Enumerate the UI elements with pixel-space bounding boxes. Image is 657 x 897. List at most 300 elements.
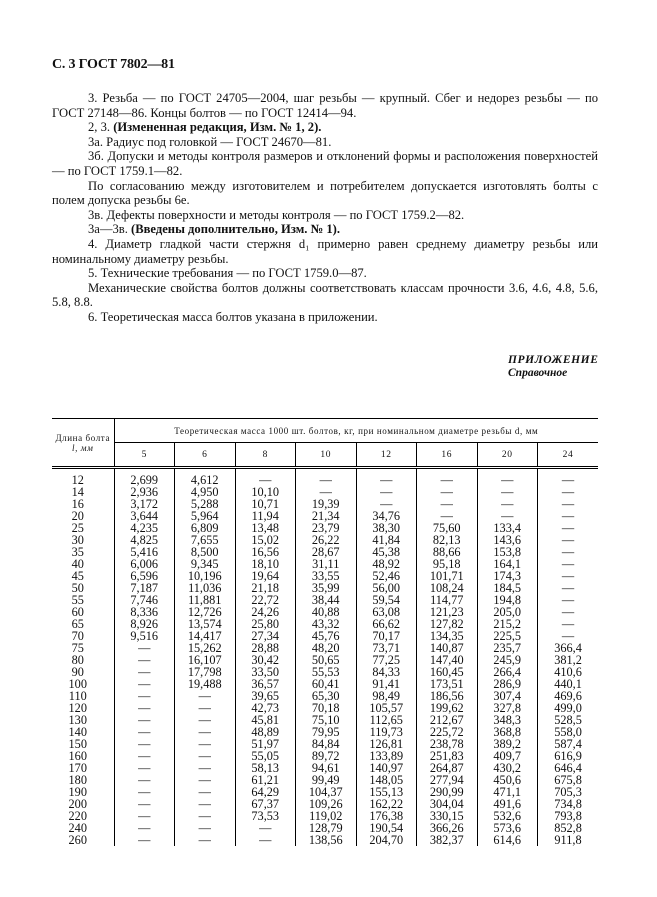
length-cell: 150 (68, 737, 87, 751)
mass-cell: 19,39 (296, 498, 357, 510)
diameter-header: 20 (477, 443, 538, 468)
mass-cell: 140,97 (356, 762, 417, 774)
mass-cell: — (417, 486, 478, 498)
mass-cell: — (114, 678, 175, 690)
mass-cell: 450,6 (477, 774, 538, 786)
mass-cell: 368,8 (477, 726, 538, 738)
mass-cell: 173,51 (417, 678, 478, 690)
mass-cell: — (175, 798, 236, 810)
mass-cell: 114,77 (417, 594, 478, 606)
mass-cell: — (114, 654, 175, 666)
mass-cell: 10,71 (235, 498, 296, 510)
appendix-title: ПРИЛОЖЕНИЕ (508, 354, 599, 366)
paragraph-amendment-3a-3v: 3а—3в. (Введены дополнительно, Изм. № 1). (88, 222, 341, 237)
mass-cell: — (356, 498, 417, 510)
mass-cell: 852,8 (538, 822, 599, 834)
mass-cell: — (114, 750, 175, 762)
mass-cell: 70,17 (356, 630, 417, 642)
length-cell: 75 (71, 641, 84, 655)
paragraph-3v: 3в. Дефекты поверхности и методы контроля — по ГОСТ 1759.2—82. (88, 207, 465, 222)
mass-cell: 27,34 (235, 630, 296, 642)
length-cell: 16 (71, 497, 84, 511)
mass-cell: 646,4 (538, 762, 599, 774)
mass-cell: 381,2 (538, 654, 599, 666)
mass-cell: 491,6 (477, 798, 538, 810)
mass-cell: 4,825 (114, 534, 175, 546)
mass-cell: 12,726 (175, 606, 236, 618)
mass-cell: — (175, 834, 236, 846)
length-cell: 220 (68, 809, 87, 823)
mass-cell: 11,94 (235, 510, 296, 522)
amendment-note: (Измененная редакция, Изм. № 1, 2). (113, 120, 322, 135)
mass-cell: — (538, 468, 599, 487)
mass-cell: 101,71 (417, 570, 478, 582)
mass-cell: 327,8 (477, 702, 538, 714)
mass-cell: 6,809 (175, 522, 236, 534)
mass-cell: — (417, 498, 478, 510)
mass-cell: — (114, 714, 175, 726)
mass-cell: — (538, 618, 599, 630)
paragraph-agreement: По согласованию между изготовителем и потребителем допускается изготовлять болты с полем допуска резьбы 6е. (52, 178, 598, 208)
mass-cell: 88,66 (417, 546, 478, 558)
mass-cell: — (175, 702, 236, 714)
mass-cell: — (175, 774, 236, 786)
mass-cell: 43,32 (296, 618, 357, 630)
mass-cell: 30,42 (235, 654, 296, 666)
mass-cell: — (114, 690, 175, 702)
page-header: С. 3 ГОСТ 7802—81 (52, 57, 175, 72)
mass-cell: 225,5 (477, 630, 538, 642)
mass-cell: 63,08 (356, 606, 417, 618)
mass-cell: — (114, 762, 175, 774)
mass-cell: 138,56 (296, 834, 357, 846)
mass-cell: 176,38 (356, 810, 417, 822)
table-row (52, 834, 598, 846)
mass-cell: 104,37 (296, 786, 357, 798)
mass-cell: 109,26 (296, 798, 357, 810)
table-body (52, 468, 598, 847)
mass-cell: — (417, 468, 478, 487)
diameter-header: 6 (175, 443, 236, 468)
mass-cell: 64,29 (235, 786, 296, 798)
mass-cell: 245,9 (477, 654, 538, 666)
mass-cell: 558,0 (538, 726, 599, 738)
paragraph-3a: 3а. Радиус под головкой — ГОСТ 24670—81. (88, 134, 332, 149)
mass-cell: 532,6 (477, 810, 538, 822)
mass-cell: 21,34 (296, 510, 357, 522)
mass-cell: 95,18 (417, 558, 478, 570)
mass-cell: 7,746 (114, 594, 175, 606)
mass-cell: 11,036 (175, 582, 236, 594)
mass-cell: — (175, 810, 236, 822)
mass-cell: 22,72 (235, 594, 296, 606)
mass-cell: 164,1 (477, 558, 538, 570)
paragraph-thread: 3. Резьба — по ГОСТ 24705—2004, шаг резьбы — крупный. Сбег и недорез резьбы — по ГОСТ 27148—86. Концы болтов — по ГОСТ 12414—94. (52, 91, 598, 120)
mass-cell: — (538, 582, 599, 594)
length-cell: 260 (68, 833, 87, 847)
mass-cell: 84,33 (356, 666, 417, 678)
mass-cell: — (114, 798, 175, 810)
mass-cell: 3,172 (114, 498, 175, 510)
mass-cell: 34,76 (356, 510, 417, 522)
mass-cell: 186,56 (417, 690, 478, 702)
length-cell: 200 (68, 797, 87, 811)
mass-cell: — (538, 498, 599, 510)
mass-cell: 286,9 (477, 678, 538, 690)
length-cell: 65 (71, 617, 84, 631)
mass-cell: 84,84 (296, 738, 357, 750)
mass-cell: 15,262 (175, 642, 236, 654)
mass-cell: — (114, 666, 175, 678)
length-cell: 160 (68, 749, 87, 763)
body-text (52, 91, 598, 325)
paragraph-4: 4. Диаметр гладкой части стержня d₁ примерно равен среднему диаметру резьбы или номинальному диаметру резьбы. (52, 236, 598, 266)
mass-cell: 16,56 (235, 546, 296, 558)
mass-cell: 45,76 (296, 630, 357, 642)
mass-cell: — (538, 546, 599, 558)
mass-cell: 45,38 (356, 546, 417, 558)
mass-cell: 264,87 (417, 762, 478, 774)
mass-cell: 126,81 (356, 738, 417, 750)
mass-cell: 7,187 (114, 582, 175, 594)
mass-cell: 3,644 (114, 510, 175, 522)
length-cell: 25 (71, 521, 84, 535)
mass-cell: 112,65 (356, 714, 417, 726)
length-cell: 40 (71, 557, 84, 571)
mass-cell: 9,345 (175, 558, 236, 570)
mass-cell: — (175, 690, 236, 702)
mass-cell: 6,596 (114, 570, 175, 582)
mass-cell: 14,417 (175, 630, 236, 642)
mass-cell: 194,8 (477, 594, 538, 606)
mass-cell: 389,2 (477, 738, 538, 750)
length-cell: 190 (68, 785, 87, 799)
length-cell: 130 (68, 713, 87, 727)
mass-cell: 23,79 (296, 522, 357, 534)
mass-cell: — (175, 714, 236, 726)
mass-cell: 6,006 (114, 558, 175, 570)
mass-cell: — (175, 726, 236, 738)
mass-cell: 21,18 (235, 582, 296, 594)
mass-cell: 251,83 (417, 750, 478, 762)
paragraph-mechanical: Механические свойства болтов должны соответствовать классам прочности 3.6, 4.6, 4.8, 5.6, 5.8, 8.8. (52, 280, 598, 310)
paragraph-3b: 3б. Допуски и методы контроля размеров и отклонений формы и расположения поверхностей — по ГОСТ 1759.1—82. (52, 149, 598, 178)
mass-cell: 469,6 (538, 690, 599, 702)
mass-cell: 79,95 (296, 726, 357, 738)
mass-cell: — (477, 486, 538, 498)
mass-cell: 98,49 (356, 690, 417, 702)
mass-cell: 89,72 (296, 750, 357, 762)
mass-cell: — (114, 822, 175, 834)
mass-cell: 382,37 (417, 834, 478, 846)
mass-cell: 28,67 (296, 546, 357, 558)
mass-cell: 10,196 (175, 570, 236, 582)
mass-cell: 205,0 (477, 606, 538, 618)
mass-cell: 705,3 (538, 786, 599, 798)
mass-cell: — (356, 468, 417, 487)
mass-cell: 31,11 (296, 558, 357, 570)
mass-cell: 277,94 (417, 774, 478, 786)
mass-cell: 266,4 (477, 666, 538, 678)
length-cell: 30 (71, 533, 84, 547)
mass-cell: 330,15 (417, 810, 478, 822)
mass-cell: 238,78 (417, 738, 478, 750)
mass-cell: 48,89 (235, 726, 296, 738)
mass-cell: 348,3 (477, 714, 538, 726)
mass-cell: 134,35 (417, 630, 478, 642)
mass-cell: 26,22 (296, 534, 357, 546)
mass-cell: 52,46 (356, 570, 417, 582)
mass-cell: 471,1 (477, 786, 538, 798)
mass-cell: — (175, 822, 236, 834)
mass-cell: 48,20 (296, 642, 357, 654)
mass-cell: 99,49 (296, 774, 357, 786)
mass-cell: 430,2 (477, 762, 538, 774)
mass-cell: 38,30 (356, 522, 417, 534)
mass-cell: 11,881 (175, 594, 236, 606)
mass-cell: — (538, 606, 599, 618)
mass-cell: 614,6 (477, 834, 538, 846)
mass-cell: 119,73 (356, 726, 417, 738)
mass-cell: 19,488 (175, 678, 236, 690)
mass-cell: 215,2 (477, 618, 538, 630)
diameter-header: 8 (235, 443, 296, 468)
diameter-header: 10 (296, 443, 357, 468)
mass-cell: 225,72 (417, 726, 478, 738)
mass-cell: 148,05 (356, 774, 417, 786)
mass-cell: — (477, 510, 538, 522)
mass-cell: 91,41 (356, 678, 417, 690)
mass-cell: 8,336 (114, 606, 175, 618)
mass-cell: 73,53 (235, 810, 296, 822)
mass-cell: 25,80 (235, 618, 296, 630)
mass-cell: 67,37 (235, 798, 296, 810)
mass-cell: 55,53 (296, 666, 357, 678)
mass-cell: 35,99 (296, 582, 357, 594)
mass-header: Теоретическая масса 1000 шт. болтов, кг, при номинальном диаметре резьбы d, мм (114, 419, 598, 443)
mass-cell: 24,26 (235, 606, 296, 618)
length-cell: 120 (68, 701, 87, 715)
mass-cell: 40,88 (296, 606, 357, 618)
mass-cell: 75,60 (417, 522, 478, 534)
mass-cell: 105,57 (356, 702, 417, 714)
mass-cell: 199,62 (417, 702, 478, 714)
mass-cell: 60,41 (296, 678, 357, 690)
length-cell: 35 (71, 545, 84, 559)
mass-cell: 4,950 (175, 486, 236, 498)
mass-cell: 133,4 (477, 522, 538, 534)
length-header: Длина болта l, мм (52, 419, 114, 468)
mass-cell: — (175, 738, 236, 750)
mass-cell: 235,7 (477, 642, 538, 654)
mass-cell: 33,50 (235, 666, 296, 678)
mass-cell: 61,21 (235, 774, 296, 786)
mass-cell: — (417, 510, 478, 522)
length-cell: 110 (68, 689, 87, 703)
mass-cell: — (538, 522, 599, 534)
length-cell: 14 (71, 485, 84, 499)
mass-cell: 108,24 (417, 582, 478, 594)
mass-cell: — (114, 834, 175, 846)
mass-cell: — (538, 570, 599, 582)
mass-cell: 440,1 (538, 678, 599, 690)
mass-cell: 38,44 (296, 594, 357, 606)
length-cell: 45 (71, 569, 84, 583)
mass-cell: — (296, 468, 357, 487)
mass-cell: 528,5 (538, 714, 599, 726)
length-cell: 55 (71, 593, 84, 607)
mass-cell: 128,79 (296, 822, 357, 834)
length-cell: 180 (68, 773, 87, 787)
mass-cell: 2,699 (114, 468, 175, 487)
mass-cell: 15,02 (235, 534, 296, 546)
mass-cell: — (175, 762, 236, 774)
mass-cell: — (114, 738, 175, 750)
mass-cell: 65,30 (296, 690, 357, 702)
mass-cell: 147,40 (417, 654, 478, 666)
mass-cell: 13,48 (235, 522, 296, 534)
mass-cell: 16,107 (175, 654, 236, 666)
mass-cell: — (175, 786, 236, 798)
mass-cell: — (538, 558, 599, 570)
mass-cell: — (356, 486, 417, 498)
mass-cell: 19,64 (235, 570, 296, 582)
paragraph-6: 6. Теоретическая масса болтов указана в приложении. (88, 309, 378, 324)
mass-cell: 119,02 (296, 810, 357, 822)
mass-cell: 33,55 (296, 570, 357, 582)
mass-cell: 140,87 (417, 642, 478, 654)
length-cell: 80 (71, 653, 84, 667)
mass-cell: 28,88 (235, 642, 296, 654)
mass-cell: 153,8 (477, 546, 538, 558)
mass-cell: 212,67 (417, 714, 478, 726)
mass-cell: 5,288 (175, 498, 236, 510)
mass-cell: 9,516 (114, 630, 175, 642)
mass-cell: — (538, 534, 599, 546)
mass-cell: 94,61 (296, 762, 357, 774)
length-cell: 100 (68, 677, 87, 691)
mass-cell: 793,8 (538, 810, 599, 822)
mass-cell: 366,26 (417, 822, 478, 834)
mass-cell: — (114, 774, 175, 786)
mass-cell: 304,04 (417, 798, 478, 810)
mass-cell: 911,8 (538, 834, 599, 846)
mass-cell: 4,235 (114, 522, 175, 534)
mass-cell: 45,81 (235, 714, 296, 726)
mass-cell: 121,23 (417, 606, 478, 618)
mass-cell: 17,798 (175, 666, 236, 678)
mass-cell: — (114, 702, 175, 714)
appendix-subtitle: Справочное (508, 367, 568, 379)
mass-cell: 133,89 (356, 750, 417, 762)
mass-cell: 39,65 (235, 690, 296, 702)
mass-cell: 36,57 (235, 678, 296, 690)
mass-cell: 5,416 (114, 546, 175, 558)
mass-cell: — (175, 750, 236, 762)
mass-cell: 77,25 (356, 654, 417, 666)
diameter-header: 16 (417, 443, 478, 468)
mass-cell: — (538, 630, 599, 642)
mass-cell: — (538, 510, 599, 522)
mass-cell: 573,6 (477, 822, 538, 834)
mass-cell: 70,18 (296, 702, 357, 714)
paragraph-5: 5. Технические требования — по ГОСТ 1759.0—87. (88, 266, 367, 281)
length-cell: 240 (68, 821, 87, 835)
mass-cell: 734,8 (538, 798, 599, 810)
appendix-label (508, 354, 598, 380)
mass-cell: 162,22 (356, 798, 417, 810)
table-row (52, 468, 598, 487)
mass-cell: 616,9 (538, 750, 599, 762)
mass-cell: 127,82 (417, 618, 478, 630)
mass-cell: — (538, 486, 599, 498)
mass-cell: 5,964 (175, 510, 236, 522)
mass-cell: — (235, 822, 296, 834)
mass-cell: — (114, 810, 175, 822)
length-cell: 70 (71, 629, 84, 643)
diameter-header: 5 (114, 443, 175, 468)
diameter-header: 24 (538, 443, 599, 468)
mass-cell: 174,3 (477, 570, 538, 582)
mass-cell: — (477, 498, 538, 510)
length-cell: 20 (71, 509, 84, 523)
mass-cell: 8,926 (114, 618, 175, 630)
mass-cell: 410,6 (538, 666, 599, 678)
mass-cell: 190,54 (356, 822, 417, 834)
mass-cell: 160,45 (417, 666, 478, 678)
mass-cell: 48,92 (356, 558, 417, 570)
diameter-header-row (52, 443, 598, 468)
mass-cell: 675,8 (538, 774, 599, 786)
mass-cell: 58,13 (235, 762, 296, 774)
mass-cell: 409,7 (477, 750, 538, 762)
mass-cell: 2,936 (114, 486, 175, 498)
bolt-mass-table (52, 418, 598, 846)
mass-cell: — (477, 468, 538, 487)
mass-cell: — (296, 486, 357, 498)
mass-cell: — (114, 786, 175, 798)
amendment-note: (Введены дополнительно, Изм. № 1). (131, 222, 341, 237)
mass-cell: 8,500 (175, 546, 236, 558)
mass-cell: 290,99 (417, 786, 478, 798)
mass-cell: 55,05 (235, 750, 296, 762)
length-cell: 60 (71, 605, 84, 619)
mass-cell: 184,5 (477, 582, 538, 594)
mass-cell: 59,54 (356, 594, 417, 606)
length-cell: 50 (71, 581, 84, 595)
mass-cell: 41,84 (356, 534, 417, 546)
mass-cell: 587,4 (538, 738, 599, 750)
length-cell: 12 (71, 473, 84, 487)
mass-cell: 7,655 (175, 534, 236, 546)
paragraph-amendment-2-3: 2, 3. (Измененная редакция, Изм. № 1, 2). (88, 120, 322, 135)
mass-cell: 50,65 (296, 654, 357, 666)
length-cell: 140 (68, 725, 87, 739)
mass-cell: 499,0 (538, 702, 599, 714)
mass-cell: — (114, 726, 175, 738)
mass-cell: — (235, 834, 296, 846)
mass-cell: 307,4 (477, 690, 538, 702)
mass-cell: 42,73 (235, 702, 296, 714)
diameter-header: 12 (356, 443, 417, 468)
mass-cell: 66,62 (356, 618, 417, 630)
mass-cell: — (235, 468, 296, 487)
mass-cell: 143,6 (477, 534, 538, 546)
mass-cell: 4,612 (175, 468, 236, 487)
mass-cell: 13,574 (175, 618, 236, 630)
mass-cell: 56,00 (356, 582, 417, 594)
mass-cell: — (114, 642, 175, 654)
